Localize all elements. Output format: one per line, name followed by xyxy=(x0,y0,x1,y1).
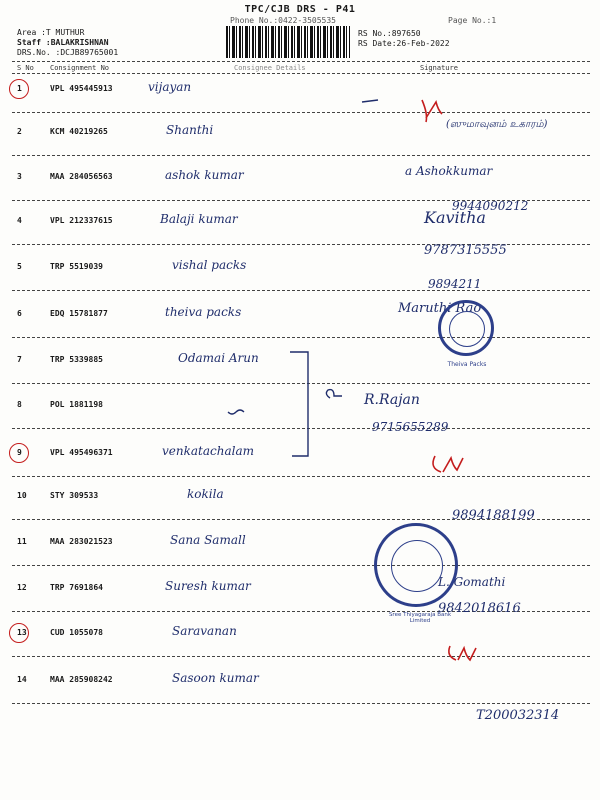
row-sno: 11 xyxy=(17,537,27,546)
staff-label: Staff :BALAKRISHNAN xyxy=(17,38,109,47)
row-consignment: POL 1881198 xyxy=(50,400,103,409)
tracking-note: T200032314 xyxy=(476,708,560,723)
row-sno: 7 xyxy=(17,355,22,364)
header-divider xyxy=(12,61,590,62)
bank-stamp xyxy=(374,523,458,624)
row-consignee-name: vijayan xyxy=(148,80,192,94)
bracket-rows-7-9 xyxy=(290,348,370,468)
row-sno: 6 xyxy=(17,309,22,318)
phone-number: Phone No.:0422-3505535 xyxy=(230,16,336,25)
row-consignment: MAA 284056563 xyxy=(50,172,113,181)
row-sno: 8 xyxy=(17,400,22,409)
column-header-details: Consignee Details xyxy=(234,64,306,72)
row-divider xyxy=(12,565,590,566)
row-consignee-name: Suresh kumar xyxy=(165,579,251,593)
row-signature: R.Rajan xyxy=(364,392,420,408)
column-header-consignment: Consignment No xyxy=(50,64,110,72)
red-circle-mark xyxy=(9,79,29,99)
row-sno: 9 xyxy=(17,448,22,457)
row-divider xyxy=(12,155,590,156)
row-consignee-name: theiva packs xyxy=(165,305,242,319)
column-header-divider xyxy=(12,73,590,74)
ditto-mark-row8 xyxy=(226,408,246,418)
row-consignment: VPL 495496371 xyxy=(50,448,113,457)
row-sno: 13 xyxy=(17,628,27,637)
bank-stamp-text: Sree Thiyagaraja Bank Limited xyxy=(388,612,452,624)
row-consignment: VPL 495445913 xyxy=(50,84,113,93)
row-sno: 4 xyxy=(17,216,22,225)
theiva-stamp-text: Theiva Packs xyxy=(447,361,487,368)
area-label: Area :T MUTHUR xyxy=(17,28,85,37)
phone-note-row8: 9715655289 xyxy=(372,420,449,434)
red-mark-row9 xyxy=(425,450,485,480)
row-consignment: CUD 1055078 xyxy=(50,628,103,637)
row-consignee-name: venkatachalam xyxy=(162,444,254,458)
row-consignment: VPL 212337615 xyxy=(50,216,113,225)
row-sno: 12 xyxy=(17,583,27,592)
page-number: Page No.:1 xyxy=(448,16,497,25)
rs-date: RS Date:26-Feb-2022 xyxy=(358,39,450,48)
row-consignment: STY 309533 xyxy=(50,491,99,500)
row-signature: Maruthi Rao xyxy=(398,301,482,316)
row-consignee-name: Shanthi xyxy=(166,123,214,137)
barcode xyxy=(226,26,350,58)
theiva-packs-stamp xyxy=(438,300,494,368)
phone-note-row3: 9944090212 xyxy=(452,199,529,213)
row-consignment: TRP 5339885 xyxy=(50,355,103,364)
red-mark-row13 xyxy=(440,638,500,668)
row-sno: 3 xyxy=(17,172,22,181)
row-signature: a Ashokkumar xyxy=(405,164,493,178)
row-divider xyxy=(12,703,590,704)
row-sno: 2 xyxy=(17,127,22,136)
row-consignee-name: vishal packs xyxy=(172,258,247,272)
row-sno: 14 xyxy=(17,675,27,684)
phone-note-row5: 9894211 xyxy=(428,277,482,291)
column-header-sno: S No xyxy=(17,64,34,72)
row-consignee-name: Sasoon kumar xyxy=(172,671,259,685)
row-consignment: MAA 283021523 xyxy=(50,537,113,546)
drs-number: DRS.No. :DCJB89765001 xyxy=(17,48,119,57)
row-divider xyxy=(12,476,590,477)
row-consignment: TRP 7691864 xyxy=(50,583,103,592)
row-consignee-name: ashok kumar xyxy=(165,168,244,182)
row-consignee-name: Balaji kumar xyxy=(160,212,238,226)
row-divider xyxy=(12,290,590,291)
row-consignment: EDQ 15781877 xyxy=(50,309,108,318)
row-consignee-name: Saravanan xyxy=(172,624,237,638)
phone-note-row10: 9894188199 xyxy=(452,508,535,523)
row-consignee-name: Odamai Arun xyxy=(178,351,259,365)
row-divider xyxy=(12,337,590,338)
red-circle-mark xyxy=(9,623,29,643)
column-header-signature: Signature xyxy=(420,64,458,72)
row-signature: (ஸுமாவுனம் உகாரம்) xyxy=(446,119,548,130)
rs-number: RS No.:897650 xyxy=(358,29,421,38)
row-sno: 5 xyxy=(17,262,22,271)
row-consignment: TRP 5519039 xyxy=(50,262,103,271)
red-circle-mark xyxy=(9,443,29,463)
row-divider xyxy=(12,656,590,657)
phone-note-row4: 9787315555 xyxy=(424,243,507,258)
row-sno: 1 xyxy=(17,84,22,93)
phone-note-row12: 9842018616 xyxy=(438,601,521,616)
row-consignment: KCM 40219265 xyxy=(50,127,108,136)
document-title: TPC/CJB DRS - P41 xyxy=(244,4,356,15)
row-consignment: MAA 285908242 xyxy=(50,675,113,684)
row-signature: Kavitha xyxy=(424,208,486,227)
row-consignee-name: Sana Samall xyxy=(170,533,246,547)
red-mark-row1 xyxy=(360,88,460,128)
row-sno: 10 xyxy=(17,491,27,500)
row-consignee-name: kokila xyxy=(187,487,224,501)
row-signature: L. Gomathi xyxy=(438,575,506,589)
row-divider xyxy=(12,112,590,113)
